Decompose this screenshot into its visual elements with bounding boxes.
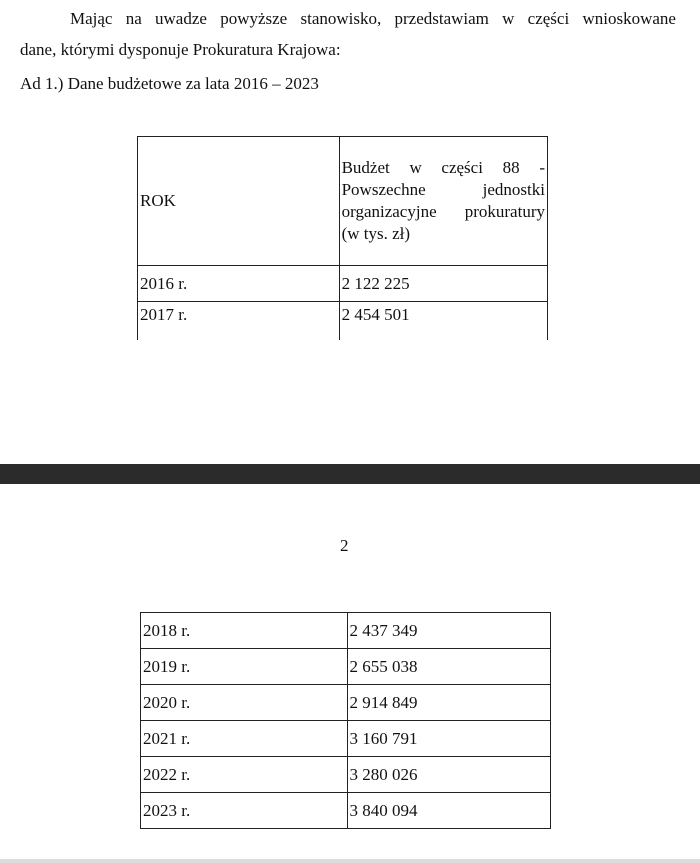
intro-word: wnioskowane — [582, 9, 676, 28]
year-cell: 2016 r. — [138, 266, 340, 302]
header-word: Powszechne — [341, 180, 426, 199]
header-word: (w tys. zł) — [341, 224, 411, 243]
year-cell: 2018 r. — [141, 613, 348, 649]
header-word: organizacyjne — [341, 202, 437, 221]
table-header-row — [138, 137, 548, 266]
intro-word: przedstawiam — [394, 9, 489, 28]
header-word: części — [441, 158, 483, 177]
budget-table-part-1 — [137, 136, 548, 340]
intro-line-2: dane, którymi dysponuje Prokuratura Krajowa: — [20, 40, 341, 59]
table-row — [141, 613, 551, 649]
page-number: 2 — [340, 536, 349, 555]
table-row — [138, 266, 548, 302]
header-word: - — [539, 158, 545, 177]
header-word: 88 — [502, 158, 520, 177]
table-row — [141, 757, 551, 793]
budget-cell: 2 454 501 — [339, 302, 547, 341]
budget-cell: 2 655 038 — [347, 649, 550, 685]
section-heading: Ad 1.) Dane budżetowe za lata 2016 – 2023 — [20, 74, 319, 93]
header-line — [342, 179, 545, 201]
year-cell: 2019 r. — [141, 649, 348, 685]
budget-cell: 2 914 849 — [347, 685, 550, 721]
header-year-cell: ROK — [138, 137, 340, 266]
header-word: Budżet — [341, 158, 390, 177]
table-row — [141, 649, 551, 685]
page-bottom-edge — [0, 859, 700, 863]
page-divider — [0, 464, 700, 484]
intro-word: powyższe — [220, 9, 288, 28]
header-line — [342, 201, 545, 223]
header-budget-cell — [339, 137, 547, 266]
year-cell: 2023 r. — [141, 793, 348, 829]
table-row — [141, 793, 551, 829]
header-line — [342, 223, 545, 245]
year-cell: 2021 r. — [141, 721, 348, 757]
intro-word: części — [527, 9, 570, 28]
intro-word: uwadze — [155, 9, 207, 28]
year-cell: 2022 r. — [141, 757, 348, 793]
year-cell: 2020 r. — [141, 685, 348, 721]
budget-table-part-2 — [140, 612, 551, 829]
header-word: prokuratury — [464, 202, 545, 221]
intro-word: na — [125, 9, 142, 28]
header-line — [342, 157, 545, 179]
table-row — [141, 685, 551, 721]
table-row — [141, 721, 551, 757]
budget-cell: 3 160 791 — [347, 721, 550, 757]
intro-line-1 — [70, 8, 676, 30]
document-page-2 — [0, 484, 700, 863]
header-word: w — [409, 158, 422, 177]
intro-word: Mając — [70, 9, 113, 28]
header-budget-text — [342, 157, 545, 245]
budget-cell: 3 280 026 — [347, 757, 550, 793]
budget-cell: 3 840 094 — [347, 793, 550, 829]
budget-cell: 2 437 349 — [347, 613, 550, 649]
intro-word: stanowisko, — [300, 9, 382, 28]
budget-cell: 2 122 225 — [339, 266, 547, 302]
header-word: jednostki — [482, 180, 545, 199]
intro-word: w — [502, 9, 515, 28]
table-row — [138, 302, 548, 341]
year-cell: 2017 r. — [138, 302, 340, 341]
